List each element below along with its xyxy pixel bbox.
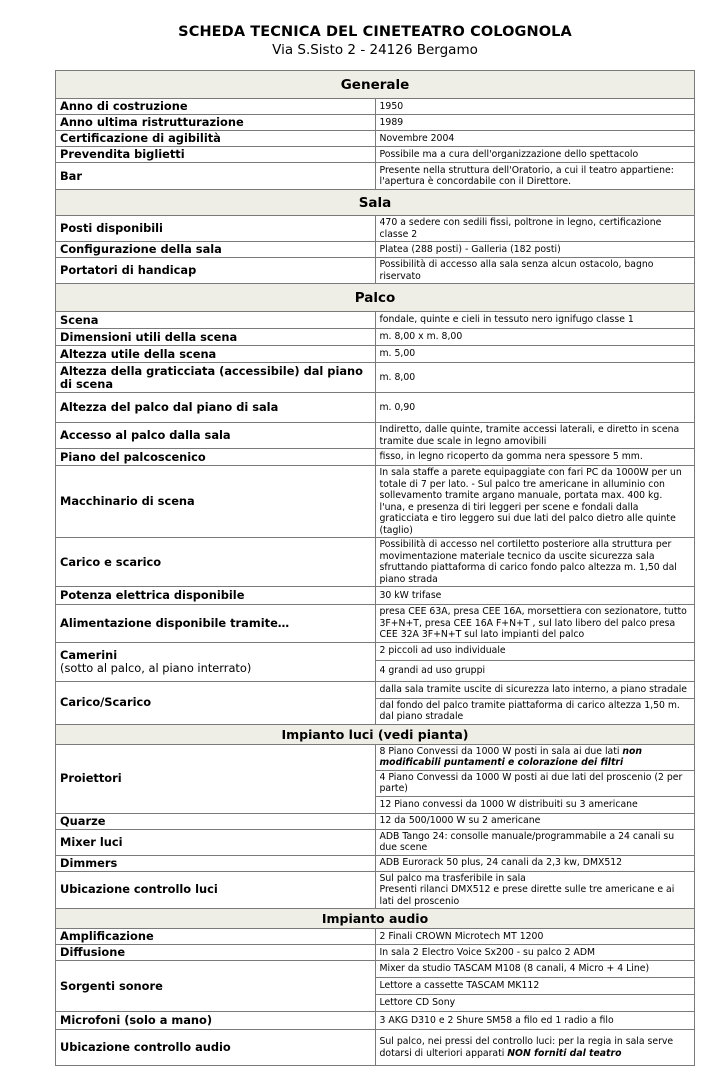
proiettori-value-1 <box>375 744 695 770</box>
row-value: 1989 <box>375 115 695 131</box>
row-value: 2 piccoli ad uso individuale <box>375 642 695 660</box>
row-value: 30 kW trifase <box>375 587 695 605</box>
row-value: Sul palco, nei pressi del controllo luci: per la regia in sala serve dotarsi di ulteriori apparati <box>379 1036 674 1059</box>
document-address: Via S.Sisto 2 - 24126 Bergamo <box>272 42 478 58</box>
row-label: Quarze <box>56 813 376 829</box>
row-label: Diffusione <box>56 945 376 961</box>
row-value: Lettore CD Sony <box>375 995 695 1012</box>
row-value: fisso, in legno ricoperto da gomma nera spessore 5 mm. <box>375 449 695 466</box>
row-label: Bar <box>56 163 376 190</box>
row-value: Presente nella struttura dell'Oratorio, a cui il teatro appartiene: l'apertura è concordabile con il Direttore. <box>375 163 695 190</box>
row-value: 12 da 500/1000 W su 2 americane <box>375 813 695 829</box>
row-label: Certificazione di agibilità <box>56 131 376 147</box>
row-label: Ubicazione controllo luci <box>56 871 376 909</box>
row-value: ADB Eurorack 50 plus, 24 canali da 2,3 kw, DMX512 <box>375 855 695 871</box>
ubicazione-luci-value <box>375 871 695 909</box>
section-sala: Sala <box>56 190 695 216</box>
row-value: dalla sala tramite uscite di sicurezza lato interno, a piano stradale <box>375 681 695 698</box>
row-value: Indiretto, dalle quinte, tramite accessi laterali, e diretto in scena tramite due scale in legno amovibili <box>375 423 695 449</box>
row-label: Sorgenti sonore <box>56 961 376 1012</box>
row-value: 1950 <box>375 99 695 115</box>
row-label: Mixer luci <box>56 829 376 855</box>
row-label-note: (sotto al palco, al piano interrato) <box>60 660 252 675</box>
row-label: Configurazione della sala <box>56 242 376 258</box>
row-value: Possibilità di accesso alla sala senza alcun ostacolo, bagno riservato <box>375 258 695 284</box>
section-impianto-audio: Impianto audio <box>56 909 695 929</box>
row-value: 4 Piano Convessi da 1000 W posti ai due lati del proscenio (2 per parte) <box>375 770 695 796</box>
row-value: Possibile ma a cura dell'organizzazione dello spettacolo <box>375 147 695 163</box>
row-label: Portatori di handicap <box>56 258 376 284</box>
row-value: m. 0,90 <box>375 393 695 423</box>
row-label: Accesso al palco dalla sala <box>56 423 376 449</box>
row-value: fondale, quinte e cieli in tessuto nero ignifugo classe 1 <box>375 312 695 329</box>
row-value: 2 Finali CROWN Microtech MT 1200 <box>375 929 695 945</box>
row-value: Mixer da studio TASCAM M108 (8 canali, 4 Micro + 4 Line) <box>375 961 695 978</box>
row-label: Potenza elettrica disponibile <box>56 587 376 605</box>
row-value: In sala 2 Electro Voice Sx200 - su palco 2 ADM <box>375 945 695 961</box>
row-value: Sul palco ma trasferibile in sala <box>379 872 526 884</box>
section-palco: Palco <box>56 284 695 312</box>
section-impianto-luci: Impianto luci (vedi pianta) <box>56 724 695 744</box>
row-label: Proiettori <box>56 744 376 813</box>
row-label: Dimensioni utili della scena <box>56 329 376 346</box>
row-label: Alimentazione disponibile tramite… <box>56 605 376 643</box>
row-value: 470 a sedere con sedili fissi, poltrone in legno, certificazione classe 2 <box>375 216 695 242</box>
row-label: Piano del palcoscenico <box>56 449 376 466</box>
row-label: Carico/Scarico <box>56 681 376 724</box>
row-value: Platea (288 posti) - Galleria (182 posti) <box>375 242 695 258</box>
row-label: Carico e scarico <box>56 538 376 587</box>
row-label: Altezza utile della scena <box>56 346 376 363</box>
row-value: Novembre 2004 <box>375 131 695 147</box>
row-value-emphasis: NON forniti dal teatro <box>507 1047 622 1059</box>
ubicazione-audio-value <box>375 1030 695 1066</box>
row-label: Amplificazione <box>56 929 376 945</box>
row-label: Camerini <box>60 647 118 662</box>
row-label: Prevendita biglietti <box>56 147 376 163</box>
row-label: Altezza della graticciata (accessibile) dal piano di scena <box>56 363 376 393</box>
row-label: Anno ultima ristrutturazione <box>56 115 376 131</box>
row-label: Posti disponibili <box>56 216 376 242</box>
section-generale: Generale <box>56 71 695 99</box>
document-title: SCHEDA TECNICA DEL CINETEATRO COLOGNOLA <box>178 24 572 40</box>
row-label: Scena <box>56 312 376 329</box>
row-value: m. 5,00 <box>375 346 695 363</box>
row-value: 3 AKG D310 e 2 Shure SM58 a filo ed 1 radio a filo <box>375 1012 695 1030</box>
row-value: 4 grandi ad uso gruppi <box>375 660 695 681</box>
row-label: Dimmers <box>56 855 376 871</box>
row-label: Anno di costruzione <box>56 99 376 115</box>
row-value: dal fondo del palco tramite piattaforma di carico altezza 1,50 m. dal piano stradale <box>375 698 695 724</box>
row-value: Presenti rilanci DMX512 e prese dirette sulle tre americane e ai lati del proscenio <box>379 884 675 907</box>
row-label: Microfoni (solo a mano) <box>56 1012 376 1030</box>
row-value: 12 Piano convessi da 1000 W distribuiti su 3 americane <box>375 796 695 813</box>
row-label: Macchinario di scena <box>56 466 376 538</box>
row-value: m. 8,00 x m. 8,00 <box>375 329 695 346</box>
row-label: Altezza del palco dal piano di sala <box>56 393 376 423</box>
row-value: Possibilità di accesso nel cortiletto posteriore alla struttura per movimentazione materiale tecnico da uscite sicurezza sala sfruttando piattaforma di carico fondo palco altezza m. 1,50 dal piano strada <box>375 538 695 587</box>
row-label: Ubicazione controllo audio <box>56 1030 376 1066</box>
row-value: ADB Tango 24: consolle manuale/programmabile a 24 canali su due scene <box>375 829 695 855</box>
tech-sheet-table <box>55 70 695 1066</box>
row-value: Lettore a cassette TASCAM MK112 <box>375 978 695 995</box>
row-value-emphasis: non modificabili puntamenti e colorazione dei filtri <box>379 745 643 768</box>
row-value: m. 8,00 <box>375 363 695 393</box>
row-value: In sala staffe a parete equipaggiate con fari PC da 1000W per un totale di 7 per lato. - Sul palco tre americane in alluminio con sollevamento tramite argano manuale, portata max. 400 kg. l'una, e presenza di tiri leggeri per scene e fondali dalla graticciata e tiro leggero sui due lati del palco dietro alle quinte (taglio) <box>375 466 695 538</box>
row-value: presa CEE 63A, presa CEE 16A, morsettiera con sezionatore, tutto 3F+N+T, presa CEE 16A F+N+T , sul lato libero del palco presa CEE 32A 3F+N+T sul lato impianti del palco <box>375 605 695 643</box>
camerini-label-cell <box>56 642 376 681</box>
row-value: 8 Piano Convessi da 1000 W posti in sala ai due lati <box>379 745 623 757</box>
